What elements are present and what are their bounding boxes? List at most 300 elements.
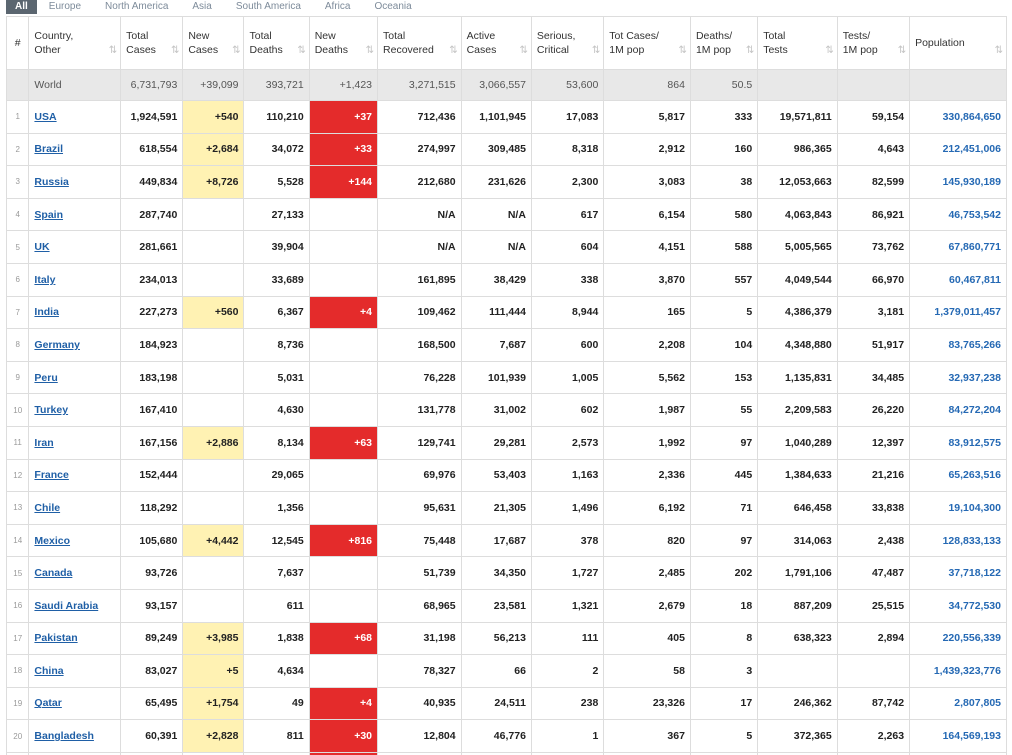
header-label-line2: Cases xyxy=(126,44,156,56)
cell-country xyxy=(29,231,121,264)
cell-new-cases: +540 xyxy=(183,101,244,134)
cell-population: 145,930,189 xyxy=(910,166,1007,199)
cell-index: 1 xyxy=(7,101,29,134)
cell-total-deaths: 5,031 xyxy=(244,361,309,394)
header-label-line1: Active xyxy=(466,30,496,42)
cell-deaths-per-1m: 588 xyxy=(690,231,757,264)
cell-total-recovered: 168,500 xyxy=(378,329,462,362)
header-label-line1: Total xyxy=(249,30,272,42)
column-header-total-recovered[interactable] xyxy=(378,17,462,70)
cell-deaths-per-1m: 55 xyxy=(690,394,757,427)
cell-active-cases: 1,101,945 xyxy=(461,101,531,134)
column-header-deaths-per-1m[interactable] xyxy=(690,17,757,70)
cell-country xyxy=(29,426,121,459)
column-header-new-deaths[interactable] xyxy=(309,17,377,70)
sort-icon[interactable]: ⇅ xyxy=(170,45,179,56)
cell-total-tests: 638,323 xyxy=(758,622,838,655)
cell-population: 37,718,122 xyxy=(910,557,1007,590)
header-label-line2: 1M pop xyxy=(695,44,731,56)
cell-deaths-per-1m: 5 xyxy=(690,720,757,753)
cell-serious-critical: 600 xyxy=(531,329,603,362)
cell-active-cases: 101,939 xyxy=(461,361,531,394)
cell-cases-per-1m: 2,208 xyxy=(604,329,691,362)
cell-deaths-per-1m: 17 xyxy=(690,687,757,720)
sort-icon[interactable]: ⇅ xyxy=(449,45,457,56)
cell-active-cases: 24,511 xyxy=(461,687,531,720)
cell-population: 32,937,238 xyxy=(910,361,1007,394)
table-row xyxy=(7,557,1007,590)
cell-new-deaths xyxy=(309,361,377,394)
cell-new-deaths: +33 xyxy=(309,133,377,166)
cell-index: 19 xyxy=(7,687,29,720)
country-link[interactable]: Canada xyxy=(34,567,73,580)
table-row xyxy=(7,198,1007,231)
cell-new-cases: +39,099 xyxy=(183,70,244,101)
cell-country xyxy=(29,296,121,329)
cell-cases-per-1m: 5,817 xyxy=(604,101,691,134)
cell-total-cases: 152,444 xyxy=(121,459,183,492)
cell-total-deaths: 6,367 xyxy=(244,296,309,329)
cell-total-cases: 234,013 xyxy=(121,263,183,296)
cell-new-cases xyxy=(183,329,244,362)
header-label-line2: Cases xyxy=(188,44,219,56)
cell-deaths-per-1m: 5 xyxy=(690,296,757,329)
cell-deaths-per-1m: 8 xyxy=(690,622,757,655)
cell-serious-critical: 238 xyxy=(531,687,603,720)
cell-country xyxy=(29,589,121,622)
sort-icon[interactable]: ⇅ xyxy=(994,45,1002,56)
column-header-index xyxy=(7,17,29,70)
cell-cases-per-1m: 2,912 xyxy=(604,133,691,166)
header-label-line1: # xyxy=(14,37,21,49)
country-link[interactable]: Peru xyxy=(34,371,58,384)
cell-tests-per-1m: 86,921 xyxy=(837,198,909,231)
cell-index: 13 xyxy=(7,492,29,525)
country-link[interactable]: Iran xyxy=(34,436,54,449)
cell-total-deaths: 27,133 xyxy=(244,198,309,231)
cell-total-recovered: 131,778 xyxy=(378,394,462,427)
cell-cases-per-1m: 820 xyxy=(604,524,691,557)
tab-all[interactable]: All xyxy=(6,0,37,14)
header-label-line1: Country, xyxy=(34,30,74,42)
column-header-new-cases[interactable] xyxy=(183,17,244,70)
table-row xyxy=(7,231,1007,264)
cell-new-deaths: +816 xyxy=(309,524,377,557)
country-link[interactable]: Bangladesh xyxy=(34,730,94,743)
cell-deaths-per-1m: 50.5 xyxy=(690,70,757,101)
cell-total-deaths: 393,721 xyxy=(244,70,309,101)
cell-cases-per-1m: 6,192 xyxy=(604,492,691,525)
cell-total-deaths: 4,634 xyxy=(244,655,309,688)
cell-country xyxy=(29,394,121,427)
table-row xyxy=(7,720,1007,753)
table-row xyxy=(7,133,1007,166)
cell-tests-per-1m: 73,762 xyxy=(837,231,909,264)
cell-index: 7 xyxy=(7,296,29,329)
cell-population: 1,379,011,457 xyxy=(910,296,1007,329)
country-link[interactable]: Spain xyxy=(34,208,64,221)
cell-cases-per-1m: 1,987 xyxy=(604,394,691,427)
cell-index: 14 xyxy=(7,524,29,557)
cell-total-tests: 1,791,106 xyxy=(758,557,838,590)
country-link[interactable]: UK xyxy=(34,241,50,254)
cell-deaths-per-1m: 97 xyxy=(690,426,757,459)
country-link[interactable]: India xyxy=(34,306,59,319)
table-row xyxy=(7,329,1007,362)
cell-new-cases xyxy=(183,589,244,622)
sort-icon[interactable]: ⇅ xyxy=(897,45,906,56)
header-label-line1: New xyxy=(188,30,210,42)
tab-asia[interactable]: Asia xyxy=(192,1,212,12)
cell-serious-critical: 8,318 xyxy=(531,133,603,166)
country-link[interactable]: Chile xyxy=(34,501,61,514)
cell-total-cases: 287,740 xyxy=(121,198,183,231)
country-link[interactable]: France xyxy=(34,469,69,482)
header-label-line2: 1M pop xyxy=(842,44,878,56)
cell-total-recovered: 274,997 xyxy=(378,133,462,166)
cell-deaths-per-1m: 38 xyxy=(690,166,757,199)
cell-total-tests xyxy=(758,655,838,688)
cell-deaths-per-1m: 18 xyxy=(690,589,757,622)
header-label-line1: New xyxy=(314,30,336,42)
cell-total-recovered: 68,965 xyxy=(378,589,462,622)
cell-total-deaths: 1,356 xyxy=(244,492,309,525)
cell-deaths-per-1m: 202 xyxy=(690,557,757,590)
cell-total-cases: 60,391 xyxy=(121,720,183,753)
cell-total-deaths: 33,689 xyxy=(244,263,309,296)
cell-new-cases xyxy=(183,198,244,231)
cell-total-cases: 184,923 xyxy=(121,329,183,362)
cell-tests-per-1m: 47,487 xyxy=(837,557,909,590)
cell-population: 164,569,193 xyxy=(910,720,1007,753)
column-header-serious-critical[interactable] xyxy=(531,17,603,70)
cell-serious-critical: 2,300 xyxy=(531,166,603,199)
cell-active-cases: 23,581 xyxy=(461,589,531,622)
country-link[interactable]: Russia xyxy=(34,175,69,188)
cell-serious-critical: 111 xyxy=(531,622,603,655)
cell-deaths-per-1m: 580 xyxy=(690,198,757,231)
cell-total-recovered: N/A xyxy=(378,231,462,264)
cell-index: 4 xyxy=(7,198,29,231)
cell-total-tests: 1,384,633 xyxy=(758,459,838,492)
tab-europe[interactable]: Europe xyxy=(48,1,82,12)
cell-deaths-per-1m: 97 xyxy=(690,524,757,557)
cell-total-deaths: 110,210 xyxy=(244,101,309,134)
cell-tests-per-1m: 3,181 xyxy=(837,296,909,329)
table-row xyxy=(7,394,1007,427)
cell-total-deaths: 39,904 xyxy=(244,231,309,264)
country-link[interactable]: Saudi Arabia xyxy=(34,599,99,612)
cell-serious-critical: 604 xyxy=(531,231,603,264)
column-header-tests-per-1m[interactable] xyxy=(837,17,909,70)
cell-total-tests: 5,005,565 xyxy=(758,231,838,264)
country-link[interactable]: Italy xyxy=(34,273,56,286)
table-row xyxy=(7,492,1007,525)
cell-population: 60,467,811 xyxy=(910,263,1007,296)
cell-new-deaths: +4 xyxy=(309,296,377,329)
cell-tests-per-1m: 12,397 xyxy=(837,426,909,459)
cell-country xyxy=(29,524,121,557)
sort-icon[interactable]: ⇅ xyxy=(591,45,600,56)
cell-cases-per-1m: 23,326 xyxy=(604,687,691,720)
cell-total-recovered: 75,448 xyxy=(378,524,462,557)
cell-deaths-per-1m: 557 xyxy=(690,263,757,296)
cell-total-recovered: 78,327 xyxy=(378,655,462,688)
cell-total-deaths: 611 xyxy=(244,589,309,622)
cell-new-deaths xyxy=(309,557,377,590)
table-row xyxy=(7,166,1007,199)
sort-icon[interactable]: ⇅ xyxy=(365,45,374,56)
cell-active-cases: 231,626 xyxy=(461,166,531,199)
cell-country xyxy=(29,557,121,590)
cell-country xyxy=(29,166,121,199)
sort-icon[interactable]: ⇅ xyxy=(745,45,754,56)
column-header-active-cases[interactable] xyxy=(461,17,531,70)
cell-country xyxy=(29,655,121,688)
cell-population: 212,451,006 xyxy=(910,133,1007,166)
cell-total-recovered: 40,935 xyxy=(378,687,462,720)
cell-total-cases: 167,410 xyxy=(121,394,183,427)
cell-tests-per-1m: 2,263 xyxy=(837,720,909,753)
country-link[interactable]: Pakistan xyxy=(34,632,78,645)
cell-new-deaths xyxy=(309,198,377,231)
cell-total-deaths: 49 xyxy=(244,687,309,720)
cell-index: 17 xyxy=(7,622,29,655)
country-link[interactable]: Germany xyxy=(34,338,80,351)
header-label-line1: Total xyxy=(383,30,406,42)
cell-new-deaths: +37 xyxy=(309,101,377,134)
cell-new-deaths xyxy=(309,589,377,622)
column-header-country[interactable] xyxy=(29,17,121,70)
cell-index: 3 xyxy=(7,166,29,199)
cell-index: 12 xyxy=(7,459,29,492)
column-header-cases-per-1m[interactable] xyxy=(604,17,691,70)
cell-total-recovered: 31,198 xyxy=(378,622,462,655)
cell-total-deaths: 811 xyxy=(244,720,309,753)
cell-new-cases xyxy=(183,459,244,492)
cell-serious-critical: 8,944 xyxy=(531,296,603,329)
cell-total-cases: 281,661 xyxy=(121,231,183,264)
cell-active-cases: 309,485 xyxy=(461,133,531,166)
country-link[interactable]: Mexico xyxy=(34,534,71,547)
cell-total-recovered: 12,804 xyxy=(378,720,462,753)
sort-icon[interactable]: ⇅ xyxy=(232,45,240,56)
cell-population: 34,772,530 xyxy=(910,589,1007,622)
header-label-line1: Tests/ xyxy=(842,30,871,42)
cell-tests-per-1m: 26,220 xyxy=(837,394,909,427)
cell-population: 220,556,339 xyxy=(910,622,1007,655)
cell-cases-per-1m: 3,870 xyxy=(604,263,691,296)
cell-population: 83,765,266 xyxy=(910,329,1007,362)
cell-total-tests: 314,063 xyxy=(758,524,838,557)
cell-tests-per-1m xyxy=(837,70,909,101)
cell-serious-critical: 1,496 xyxy=(531,492,603,525)
cell-new-cases: +2,886 xyxy=(183,426,244,459)
table-row xyxy=(7,622,1007,655)
cell-total-cases: 93,726 xyxy=(121,557,183,590)
cell-total-tests: 246,362 xyxy=(758,687,838,720)
cell-total-recovered: 129,741 xyxy=(378,426,462,459)
cell-total-recovered: 161,895 xyxy=(378,263,462,296)
cell-population: 84,272,204 xyxy=(910,394,1007,427)
cell-deaths-per-1m: 333 xyxy=(690,101,757,134)
cell-total-tests: 372,365 xyxy=(758,720,838,753)
cell-tests-per-1m: 25,515 xyxy=(837,589,909,622)
cell-total-tests: 2,209,583 xyxy=(758,394,838,427)
cell-serious-critical: 1,321 xyxy=(531,589,603,622)
cell-total-recovered: 69,976 xyxy=(378,459,462,492)
cell-population: 1,439,323,776 xyxy=(910,655,1007,688)
cell-country: World xyxy=(29,70,121,101)
cell-country xyxy=(29,720,121,753)
cell-total-tests: 887,209 xyxy=(758,589,838,622)
cell-new-cases: +560 xyxy=(183,296,244,329)
cell-new-deaths xyxy=(309,655,377,688)
tab-north-america[interactable]: North America xyxy=(105,1,169,12)
header-label-line2: Tests xyxy=(763,44,788,56)
table-row xyxy=(7,459,1007,492)
cell-active-cases: 38,429 xyxy=(461,263,531,296)
cell-active-cases: 29,281 xyxy=(461,426,531,459)
cell-cases-per-1m: 1,992 xyxy=(604,426,691,459)
cell-tests-per-1m: 59,154 xyxy=(837,101,909,134)
cell-total-tests: 4,063,843 xyxy=(758,198,838,231)
sort-icon[interactable]: ⇅ xyxy=(519,45,527,56)
cell-serious-critical: 1 xyxy=(531,720,603,753)
cell-cases-per-1m: 405 xyxy=(604,622,691,655)
table-row xyxy=(7,263,1007,296)
world-total-row xyxy=(7,70,1007,101)
cell-total-tests: 4,049,544 xyxy=(758,263,838,296)
cell-population: 330,864,650 xyxy=(910,101,1007,134)
cell-cases-per-1m: 2,485 xyxy=(604,557,691,590)
cell-active-cases: 21,305 xyxy=(461,492,531,525)
cell-total-tests: 19,571,811 xyxy=(758,101,838,134)
tab-africa[interactable]: Africa xyxy=(324,1,351,12)
column-header-total-deaths[interactable] xyxy=(244,17,309,70)
cell-new-deaths: +144 xyxy=(309,166,377,199)
cell-index: 11 xyxy=(7,426,29,459)
cell-index xyxy=(7,70,29,101)
cell-country xyxy=(29,492,121,525)
cell-serious-critical: 378 xyxy=(531,524,603,557)
cell-total-recovered: 212,680 xyxy=(378,166,462,199)
cell-tests-per-1m: 87,742 xyxy=(837,687,909,720)
cell-new-cases: +3,985 xyxy=(183,622,244,655)
cell-active-cases: 34,350 xyxy=(461,557,531,590)
cell-cases-per-1m: 367 xyxy=(604,720,691,753)
header-label-line2: Other xyxy=(34,44,61,56)
cell-tests-per-1m: 66,970 xyxy=(837,263,909,296)
cell-population: 83,912,575 xyxy=(910,426,1007,459)
cell-total-cases: 6,731,793 xyxy=(121,70,183,101)
cell-active-cases: 111,444 xyxy=(461,296,531,329)
cell-total-cases: 83,027 xyxy=(121,655,183,688)
cell-total-tests: 986,365 xyxy=(758,133,838,166)
column-header-total-tests[interactable] xyxy=(758,17,838,70)
cell-total-recovered: 3,271,515 xyxy=(378,70,462,101)
sort-icon[interactable]: ⇅ xyxy=(678,45,686,56)
cell-active-cases: 66 xyxy=(461,655,531,688)
cell-index: 2 xyxy=(7,133,29,166)
cell-tests-per-1m: 4,643 xyxy=(837,133,909,166)
cell-country xyxy=(29,101,121,134)
sort-icon[interactable]: ⇅ xyxy=(108,45,117,56)
table-row xyxy=(7,589,1007,622)
cell-new-deaths: +63 xyxy=(309,426,377,459)
cell-total-tests: 4,348,880 xyxy=(758,329,838,362)
cell-index: 16 xyxy=(7,589,29,622)
cell-total-cases: 449,834 xyxy=(121,166,183,199)
cell-deaths-per-1m: 445 xyxy=(690,459,757,492)
cell-new-deaths xyxy=(309,492,377,525)
cell-serious-critical: 17,083 xyxy=(531,101,603,134)
cell-cases-per-1m: 2,336 xyxy=(604,459,691,492)
cell-total-cases: 89,249 xyxy=(121,622,183,655)
cell-tests-per-1m: 51,917 xyxy=(837,329,909,362)
cell-total-deaths: 7,637 xyxy=(244,557,309,590)
region-tabs xyxy=(6,0,424,14)
cell-country xyxy=(29,622,121,655)
cell-new-deaths: +4 xyxy=(309,687,377,720)
cell-country xyxy=(29,459,121,492)
cell-country xyxy=(29,263,121,296)
tab-oceania[interactable]: Oceania xyxy=(374,1,412,12)
tab-south-america[interactable]: South America xyxy=(235,1,301,12)
column-header-population[interactable] xyxy=(910,17,1007,70)
cell-cases-per-1m: 5,562 xyxy=(604,361,691,394)
cell-deaths-per-1m: 153 xyxy=(690,361,757,394)
cell-population xyxy=(910,70,1007,101)
cell-active-cases: 31,002 xyxy=(461,394,531,427)
cell-total-tests: 4,386,379 xyxy=(758,296,838,329)
country-link[interactable]: Brazil xyxy=(34,143,64,156)
cell-population: 65,263,516 xyxy=(910,459,1007,492)
column-header-total-cases[interactable] xyxy=(121,17,183,70)
cell-total-cases: 93,157 xyxy=(121,589,183,622)
header-label-line1: Deaths/ xyxy=(695,30,733,42)
cell-total-tests: 12,053,663 xyxy=(758,166,838,199)
cell-total-cases: 167,156 xyxy=(121,426,183,459)
country-link[interactable]: Qatar xyxy=(34,697,62,710)
cell-deaths-per-1m: 71 xyxy=(690,492,757,525)
country-link[interactable]: Turkey xyxy=(34,404,69,417)
sort-icon[interactable]: ⇅ xyxy=(297,45,305,56)
header-label-line1: Total xyxy=(763,30,786,42)
cell-new-cases: +1,754 xyxy=(183,687,244,720)
cell-population: 2,807,805 xyxy=(910,687,1007,720)
cell-tests-per-1m: 2,894 xyxy=(837,622,909,655)
cell-total-deaths: 4,630 xyxy=(244,394,309,427)
cell-active-cases: 17,687 xyxy=(461,524,531,557)
country-link[interactable]: USA xyxy=(34,110,57,123)
cell-total-deaths: 29,065 xyxy=(244,459,309,492)
cell-index: 5 xyxy=(7,231,29,264)
cell-total-recovered: 109,462 xyxy=(378,296,462,329)
cell-active-cases: N/A xyxy=(461,198,531,231)
cell-cases-per-1m: 864 xyxy=(604,70,691,101)
header-label-line1: Tot Cases/ xyxy=(609,30,659,42)
cell-new-deaths xyxy=(309,231,377,264)
cell-new-cases: +2,684 xyxy=(183,133,244,166)
cell-population: 128,833,133 xyxy=(910,524,1007,557)
cell-active-cases: 46,776 xyxy=(461,720,531,753)
country-link[interactable]: China xyxy=(34,664,64,677)
covid-stats-table xyxy=(6,16,1007,755)
cell-index: 6 xyxy=(7,263,29,296)
header-label-line1: Serious, xyxy=(536,30,576,42)
sort-icon[interactable]: ⇅ xyxy=(825,45,833,56)
